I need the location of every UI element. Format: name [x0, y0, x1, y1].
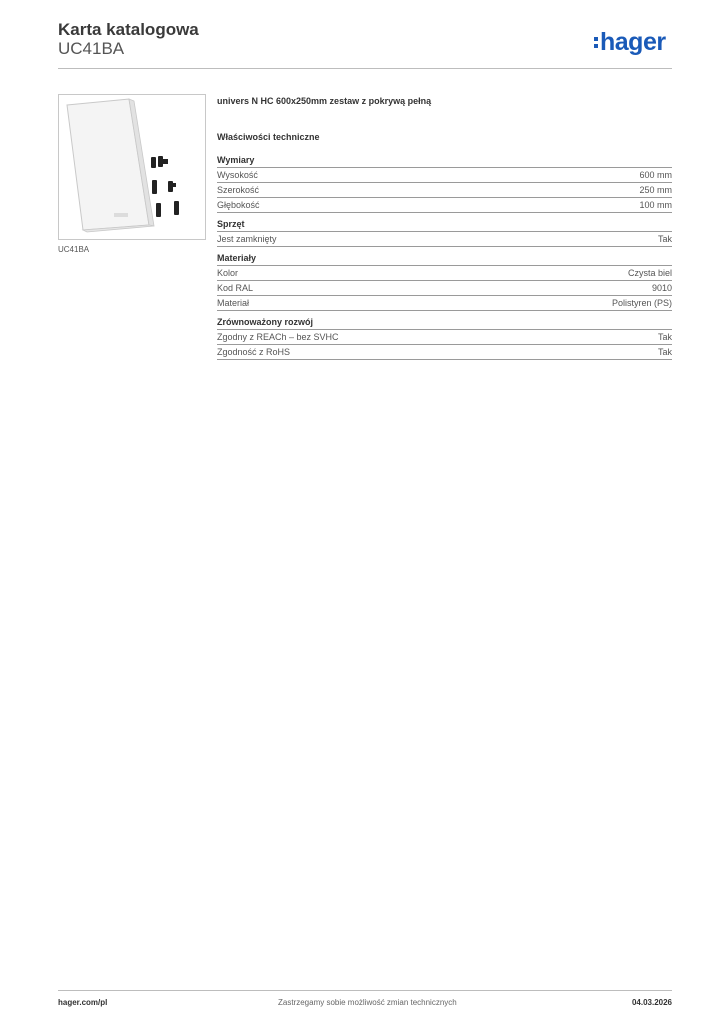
property-label: Kod RAL: [217, 283, 254, 293]
property-row: [217, 168, 672, 183]
footer-date: 04.03.2026: [631, 998, 672, 1007]
logo-text: hager: [600, 28, 666, 56]
product-image: [58, 94, 206, 240]
property-label: Zgodny z REACh – bez SVHC: [217, 332, 339, 342]
property-row: [217, 183, 672, 198]
property-row: [217, 330, 672, 345]
hager-logo: [594, 28, 666, 57]
property-value: Tak: [657, 347, 672, 357]
section-dimensions: [217, 155, 672, 213]
section-title: Sprzęt: [217, 219, 672, 232]
property-row: [217, 198, 672, 213]
product-details: [217, 96, 672, 366]
section-sustainability: [217, 317, 672, 360]
property-label: Materiał: [217, 298, 250, 308]
section-title: Wymiary: [217, 155, 672, 168]
image-caption: UC41BA: [58, 245, 90, 254]
property-value: 250 mm: [639, 185, 672, 195]
property-value: Czysta biel: [627, 268, 672, 278]
product-code: UC41BA: [58, 39, 125, 58]
header-divider: [58, 68, 672, 69]
section-materials: [217, 253, 672, 311]
property-label: Szerokość: [217, 185, 260, 195]
property-value: 100 mm: [639, 200, 672, 210]
logo-colon-icon: [594, 37, 599, 51]
section-title: Materiały: [217, 253, 672, 266]
property-value: 9010: [651, 283, 672, 293]
section-title: Zrównoważony rozwój: [217, 317, 672, 330]
property-row: [217, 232, 672, 247]
document-title: Karta katalogowa: [58, 20, 199, 39]
product-name: univers N HC 600x250mm zestaw z pokrywą pełną: [217, 96, 432, 106]
section-equipment: [217, 219, 672, 247]
property-label: Głębokość: [217, 200, 260, 210]
property-value: 600 mm: [639, 170, 672, 180]
property-value: Polistyren (PS): [611, 298, 672, 308]
footer-disclaimer: Zastrzegamy sobie możliwość zmian technicznych: [278, 998, 457, 1007]
properties-heading: Właściwości techniczne: [217, 132, 320, 142]
property-row: [217, 266, 672, 281]
property-value: Tak: [657, 234, 672, 244]
property-value: Tak: [657, 332, 672, 342]
property-row: [217, 345, 672, 360]
footer-website: hager.com/pl: [58, 998, 108, 1007]
property-label: Jest zamknięty: [217, 234, 277, 244]
property-label: Kolor: [217, 268, 239, 278]
property-row: [217, 281, 672, 296]
footer-divider: [58, 990, 672, 991]
property-label: Zgodność z RoHS: [217, 347, 291, 357]
property-label: Wysokość: [217, 170, 258, 180]
property-row: [217, 296, 672, 311]
